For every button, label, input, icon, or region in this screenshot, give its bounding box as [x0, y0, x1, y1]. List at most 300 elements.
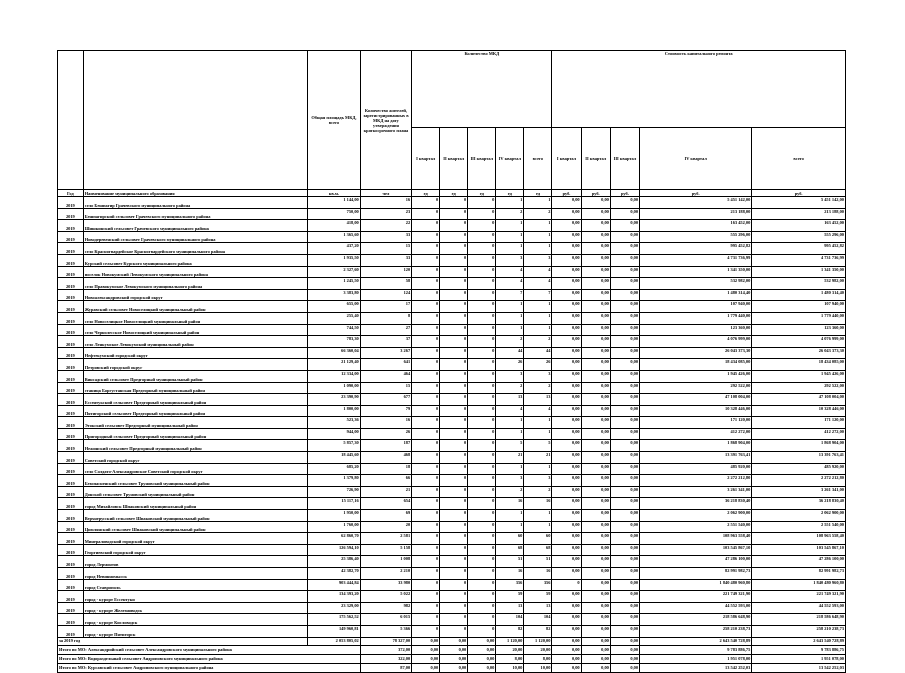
value-cell: 0: [412, 382, 440, 394]
year-cell: 2019: [58, 556, 84, 568]
value-cell: 0: [440, 394, 468, 406]
municipality-name-cell: село Правокумское Левокумского муниципального района: [83, 278, 307, 290]
value-cell: 2 327,60: [308, 266, 361, 278]
value-cell: 0,00: [581, 428, 610, 440]
table-row: [58, 533, 846, 545]
table-row: [58, 498, 846, 510]
table-row: [58, 579, 846, 591]
value-cell: 0: [440, 498, 468, 510]
value-cell: 13: [524, 602, 552, 614]
value-cell: 0: [440, 417, 468, 429]
unit-rub: руб.: [640, 190, 752, 197]
value-cell: 4: [524, 278, 552, 290]
capital-repair-table: [57, 50, 846, 673]
value-cell: 0,00: [581, 197, 610, 209]
unit-ed: ед: [468, 190, 496, 197]
value-cell: 0: [468, 394, 496, 406]
value-cell: 0,00: [552, 324, 581, 336]
table-row: [58, 556, 846, 568]
value-cell: 0,00: [610, 533, 639, 545]
mkd-total-header: всего: [524, 128, 552, 190]
value-cell: 1: [524, 243, 552, 255]
municipality-name-cell: село Новоселицкое Новоселицкий муниципальный район: [83, 312, 307, 324]
value-cell: 0,00: [581, 591, 610, 603]
value-cell: 0,00: [552, 220, 581, 232]
subtotal-value-cell: 322,00: [360, 654, 411, 663]
value-cell: 108 963 558,40: [752, 533, 846, 545]
value-cell: 59: [524, 591, 552, 603]
value-cell: 44: [524, 347, 552, 359]
subtotal-value-cell: 9 783 886,75: [640, 645, 752, 654]
municipality-name-cell: Курский сельсовет Курского муниципального района: [83, 254, 307, 266]
value-cell: 641: [360, 359, 411, 371]
value-cell: 1 945 426,00: [752, 370, 846, 382]
municipality-name-cell: село Чернолесское Новоселицкий муниципальный район: [83, 324, 307, 336]
value-cell: 23 390,90: [308, 394, 361, 406]
value-cell: 0,00: [552, 452, 581, 464]
value-cell: 1 950,00: [308, 510, 361, 522]
year-cell: 2019: [58, 521, 84, 533]
area-header: Общая площадь МКД, всего: [308, 51, 361, 190]
value-cell: 4: [496, 266, 524, 278]
value-cell: 0: [468, 266, 496, 278]
value-cell: 0,00: [581, 440, 610, 452]
value-cell: 16: [360, 197, 411, 209]
value-cell: 103 545 867,10: [752, 544, 846, 556]
value-cell: 412 272,00: [640, 428, 752, 440]
table-row: [58, 312, 846, 324]
value-cell: 0: [412, 220, 440, 232]
value-cell: 104: [524, 614, 552, 626]
subtotal-value-cell: 0,00: [468, 645, 496, 654]
value-cell: 1: [496, 231, 524, 243]
value-cell: 1 840 480 960,80: [752, 579, 846, 591]
year-cell: 2019: [58, 428, 84, 440]
value-cell: 36 218 830,40: [640, 498, 752, 510]
value-cell: 0: [440, 243, 468, 255]
mkd-count-header: Количество МКД: [412, 51, 552, 128]
units-row: [58, 190, 846, 197]
value-cell: 0,00: [552, 254, 581, 266]
value-cell: 0,00: [552, 463, 581, 475]
table-row: [58, 382, 846, 394]
value-cell: 0,00: [610, 452, 639, 464]
year-cell: 2019: [58, 231, 84, 243]
value-cell: 0,00: [581, 533, 610, 545]
value-cell: 0,00: [552, 312, 581, 324]
value-cell: 1: [496, 463, 524, 475]
value-cell: 1: [496, 510, 524, 522]
table-row: [58, 347, 846, 359]
value-cell: 0,00: [581, 289, 610, 301]
value-cell: 1 760,00: [308, 521, 361, 533]
value-cell: 4: [524, 405, 552, 417]
value-cell: 0,00: [610, 602, 639, 614]
value-cell: 0: [468, 312, 496, 324]
value-cell: 18 445,60: [308, 452, 361, 464]
value-cell: 0,00: [581, 231, 610, 243]
cost-q3-header: III квартал: [610, 128, 639, 190]
value-cell: 4 076 999,00: [640, 336, 752, 348]
value-cell: 187: [360, 440, 411, 452]
value-cell: 255,40: [308, 312, 361, 324]
year-cell: 2019: [58, 440, 84, 452]
subtotal-value-cell: 0,00: [412, 645, 440, 654]
value-cell: 0: [468, 440, 496, 452]
municipality-name-cell: Советский городской округ: [83, 452, 307, 464]
value-cell: 0: [468, 231, 496, 243]
value-cell: 0,00: [552, 359, 581, 371]
value-cell: 0,00: [552, 498, 581, 510]
value-cell: 0,00: [581, 336, 610, 348]
municipality-name-cell: город Лермонтов: [83, 556, 307, 568]
value-cell: 555 296,00: [640, 231, 752, 243]
value-cell: 23: [360, 208, 411, 220]
value-cell: 218 586 648,90: [752, 614, 846, 626]
value-cell: 0: [412, 312, 440, 324]
value-cell: 0: [412, 591, 440, 603]
value-cell: 0: [440, 324, 468, 336]
municipality-name-cell: Новоалександровский городской округ: [83, 289, 307, 301]
subtotal-value-cell: 0,00: [440, 645, 468, 654]
table-row: [58, 220, 846, 232]
municipality-name-cell: поселок Новокумский Левокумского муниципального района: [83, 266, 307, 278]
value-cell: 0,00: [581, 324, 610, 336]
year-cell: 2019: [58, 220, 84, 232]
subtotal-value-cell: 0,00: [552, 654, 581, 663]
value-cell: 1 779 440,00: [752, 312, 846, 324]
value-cell: 0: [440, 220, 468, 232]
value-cell: 356: [524, 579, 552, 591]
subtotal-value-cell: 1 951 078,00: [752, 654, 846, 663]
value-cell: 120: [360, 266, 411, 278]
value-cell: 0,00: [552, 278, 581, 290]
value-cell: 0,00: [610, 475, 639, 487]
value-cell: 1 868 904,00: [640, 440, 752, 452]
unit-rub: руб.: [752, 190, 846, 197]
value-cell: 0: [440, 521, 468, 533]
value-cell: 27: [360, 324, 411, 336]
value-cell: 0,00: [552, 336, 581, 348]
value-cell: 0,00: [610, 417, 639, 429]
value-cell: 0: [440, 614, 468, 626]
value-cell: 1: [524, 220, 552, 232]
table-row: [58, 405, 846, 417]
value-cell: 0,00: [610, 568, 639, 580]
value-cell: 532 982,00: [752, 278, 846, 290]
value-cell: 0,00: [581, 266, 610, 278]
value-cell: 0: [468, 498, 496, 510]
value-cell: 221 749 321,90: [752, 591, 846, 603]
value-cell: 0,00: [610, 579, 639, 591]
value-cell: 0: [468, 301, 496, 313]
value-cell: 0,00: [581, 625, 610, 637]
value-cell: 0: [468, 533, 496, 545]
value-cell: 82: [496, 625, 524, 637]
value-cell: 163 452,00: [640, 220, 752, 232]
subtotal-value-cell: 10,00: [496, 663, 524, 672]
table-row: [58, 428, 846, 440]
year-cell: 2019: [58, 208, 84, 220]
value-cell: 0: [412, 243, 440, 255]
subtotal-value-cell: 1 951 078,00: [640, 654, 752, 663]
municipality-name-cell: станица Боргустанская Предгорный муниципальный район: [83, 382, 307, 394]
value-cell: 1: [524, 312, 552, 324]
year-cell: 2019: [58, 254, 84, 266]
value-cell: 0: [468, 289, 496, 301]
value-cell: 0: [412, 475, 440, 487]
value-cell: 0: [440, 312, 468, 324]
value-cell: 0: [440, 405, 468, 417]
value-cell: 124: [360, 289, 411, 301]
year-cell: 2019: [58, 312, 84, 324]
value-cell: 0,00: [610, 370, 639, 382]
subtotal-value-cell: 20,00: [496, 645, 524, 654]
value-cell: 903 444,84: [308, 579, 361, 591]
value-cell: 82 991 982,73: [640, 568, 752, 580]
table-row: [58, 486, 846, 498]
value-cell: 108 963 558,40: [640, 533, 752, 545]
municipality-name-cell: село Солдато-Александровское Советский городской округ: [83, 463, 307, 475]
value-cell: 944,00: [308, 428, 361, 440]
value-cell: 51: [496, 556, 524, 568]
value-cell: 0: [440, 544, 468, 556]
value-cell: 0: [468, 510, 496, 522]
value-cell: 0: [440, 208, 468, 220]
value-cell: 0: [412, 440, 440, 452]
value-cell: 0,00: [552, 486, 581, 498]
value-cell: 0: [468, 602, 496, 614]
value-cell: 1 800,00: [308, 405, 361, 417]
value-cell: 0,00: [610, 289, 639, 301]
value-cell: 0: [412, 405, 440, 417]
table-row: [58, 278, 846, 290]
value-cell: 258 210 238,73: [752, 625, 846, 637]
value-cell: 0,00: [552, 591, 581, 603]
table-row: [58, 243, 846, 255]
value-cell: 221 749 321,90: [640, 591, 752, 603]
mkd-q3-header: III квартал: [468, 128, 496, 190]
value-cell: 0: [440, 579, 468, 591]
value-cell: 1: [524, 521, 552, 533]
value-cell: 0: [412, 266, 440, 278]
unit-rub: руб.: [610, 190, 639, 197]
value-cell: 0: [440, 266, 468, 278]
value-cell: 0,00: [610, 544, 639, 556]
value-cell: 0: [468, 475, 496, 487]
value-cell: 0: [412, 568, 440, 580]
value-cell: 0,00: [610, 614, 639, 626]
value-cell: 2 272 212,80: [752, 475, 846, 487]
value-cell: 3: [524, 254, 552, 266]
value-cell: 0: [552, 579, 581, 591]
value-cell: 1 090,00: [308, 382, 361, 394]
value-cell: 82 991 982,73: [752, 568, 846, 580]
value-cell: 0: [468, 556, 496, 568]
value-cell: 5: [496, 440, 524, 452]
value-cell: 292 522,00: [640, 382, 752, 394]
value-cell: 0,00: [581, 556, 610, 568]
value-cell: 47 286 100,00: [640, 556, 752, 568]
value-cell: 16: [524, 568, 552, 580]
municipality-name-cell: Шишкинский сельсовет Грачевского муниципального района: [83, 220, 307, 232]
value-cell: 0,00: [581, 544, 610, 556]
table-row: [58, 625, 846, 637]
value-cell: 69: [360, 510, 411, 522]
subtotal-row: [58, 663, 846, 672]
value-cell: 0,00: [581, 278, 610, 290]
subtotal-value-cell: 0,00: [610, 654, 639, 663]
value-cell: 5 451 142,00: [752, 197, 846, 209]
value-cell: 10 328 446,00: [640, 405, 752, 417]
value-cell: 4: [524, 266, 552, 278]
value-cell: 0,00: [552, 568, 581, 580]
year-cell: 2019: [58, 382, 84, 394]
value-cell: 16: [496, 568, 524, 580]
year-cell: 2019: [58, 417, 84, 429]
value-cell: 0,00: [610, 347, 639, 359]
value-cell: 0: [412, 417, 440, 429]
value-cell: 1: [524, 510, 552, 522]
total-value-cell: 0,00: [610, 637, 639, 645]
value-cell: 0,00: [581, 347, 610, 359]
value-cell: 555 296,00: [752, 231, 846, 243]
value-cell: 0: [440, 254, 468, 266]
value-cell: 2 551 540,00: [640, 521, 752, 533]
municipality-name-cell: Нефтекумский городской округ: [83, 347, 307, 359]
value-cell: 0: [468, 254, 496, 266]
value-cell: 60: [524, 533, 552, 545]
value-cell: 654: [360, 498, 411, 510]
value-cell: 1: [496, 417, 524, 429]
value-cell: 1: [496, 197, 524, 209]
value-cell: 0,00: [610, 463, 639, 475]
value-cell: 2: [524, 336, 552, 348]
value-cell: 0,00: [610, 521, 639, 533]
value-cell: 15: [360, 382, 411, 394]
table-row: [58, 452, 846, 464]
spreadsheet: [57, 50, 846, 673]
subtotal-value-cell: 10,00: [524, 663, 552, 672]
value-cell: 0: [440, 231, 468, 243]
value-cell: 12 334,00: [308, 370, 361, 382]
value-cell: 123 360,00: [640, 324, 752, 336]
value-cell: 0: [412, 278, 440, 290]
value-cell: 726,90: [308, 486, 361, 498]
value-cell: 0,00: [552, 231, 581, 243]
table-row: [58, 440, 846, 452]
value-cell: 1: [524, 428, 552, 440]
value-cell: 0,00: [581, 417, 610, 429]
value-cell: 0,00: [610, 254, 639, 266]
value-cell: 0: [412, 498, 440, 510]
value-cell: 1: [524, 417, 552, 429]
value-cell: 0,00: [610, 498, 639, 510]
municipality-name-cell: Минераловодский городской округ: [83, 533, 307, 545]
value-cell: 26 043 373,30: [752, 347, 846, 359]
value-cell: 0,00: [581, 220, 610, 232]
municipality-name-cell: Журавский сельсовет Новоселицкий муниципальный район: [83, 301, 307, 313]
value-cell: 0: [440, 440, 468, 452]
value-cell: 7: [496, 289, 524, 301]
unit-residents: чел: [360, 190, 411, 197]
total-value-cell: 0,00: [412, 637, 440, 645]
value-cell: 0,00: [610, 382, 639, 394]
value-cell: 4 731 736,99: [752, 254, 846, 266]
value-cell: 0: [468, 625, 496, 637]
value-cell: 2 210: [360, 568, 411, 580]
value-cell: 1 779 440,00: [640, 312, 752, 324]
value-cell: 744,50: [308, 324, 361, 336]
table-body: [58, 197, 846, 673]
value-cell: 15 117,16: [308, 498, 361, 510]
value-cell: 123 360,00: [752, 324, 846, 336]
value-cell: 0,00: [581, 486, 610, 498]
year-cell: 2019: [58, 266, 84, 278]
value-cell: 0: [412, 452, 440, 464]
table-row: [58, 254, 846, 266]
value-cell: 1 365,60: [308, 231, 361, 243]
value-cell: 0,00: [610, 266, 639, 278]
value-cell: 1 341 350,00: [640, 266, 752, 278]
year-cell: 2019: [58, 301, 84, 313]
value-cell: 1 008: [360, 556, 411, 568]
value-cell: 1: [496, 521, 524, 533]
value-cell: 0: [440, 475, 468, 487]
value-cell: 0,00: [581, 394, 610, 406]
value-cell: 0: [468, 579, 496, 591]
value-cell: 0: [468, 544, 496, 556]
total-value-cell: 0,00: [581, 637, 610, 645]
value-cell: 0: [440, 602, 468, 614]
value-cell: 0: [412, 602, 440, 614]
value-cell: 0: [412, 301, 440, 313]
subtotal-value-cell: 372,00: [360, 645, 411, 654]
value-cell: 47 108 004,00: [752, 394, 846, 406]
table-row: [58, 359, 846, 371]
value-cell: 1 840 480 960,80: [640, 579, 752, 591]
value-cell: 0: [412, 428, 440, 440]
table-row: [58, 521, 846, 533]
value-cell: 10 328 446,00: [752, 405, 846, 417]
value-cell: 0: [440, 533, 468, 545]
value-cell: 0,00: [552, 382, 581, 394]
municipality-name-cell: город Ставрополь: [83, 579, 307, 591]
value-cell: 21: [524, 452, 552, 464]
table-row: [58, 544, 846, 556]
value-cell: 0,00: [610, 440, 639, 452]
value-cell: 104: [496, 614, 524, 626]
value-cell: 3: [524, 475, 552, 487]
municipality-name-cell: Этокский сельсовет Предгорный муниципальный район: [83, 417, 307, 429]
subtotal-value-cell: 0,00: [581, 663, 610, 672]
value-cell: 750,00: [308, 208, 361, 220]
value-cell: 0: [468, 452, 496, 464]
value-cell: 2: [496, 486, 524, 498]
value-cell: 0,00: [581, 370, 610, 382]
value-cell: 982: [360, 602, 411, 614]
value-cell: 0,00: [610, 243, 639, 255]
municipality-name-cell: город Михайловск Шпаковский муниципальный район: [83, 498, 307, 510]
cost-q2-header: II квартал: [581, 128, 610, 190]
subtotal-label: Итого по МО: Водораздельный сельсовет Андроповского муниципального района: [58, 654, 361, 663]
cost-header: Стоимость капитального ремонта: [552, 51, 846, 128]
table-row: [58, 289, 846, 301]
subtotal-value-cell: 8,00: [496, 654, 524, 663]
value-cell: 0: [468, 382, 496, 394]
year-cell: 2019: [58, 614, 84, 626]
value-cell: 2 272 212,80: [640, 475, 752, 487]
